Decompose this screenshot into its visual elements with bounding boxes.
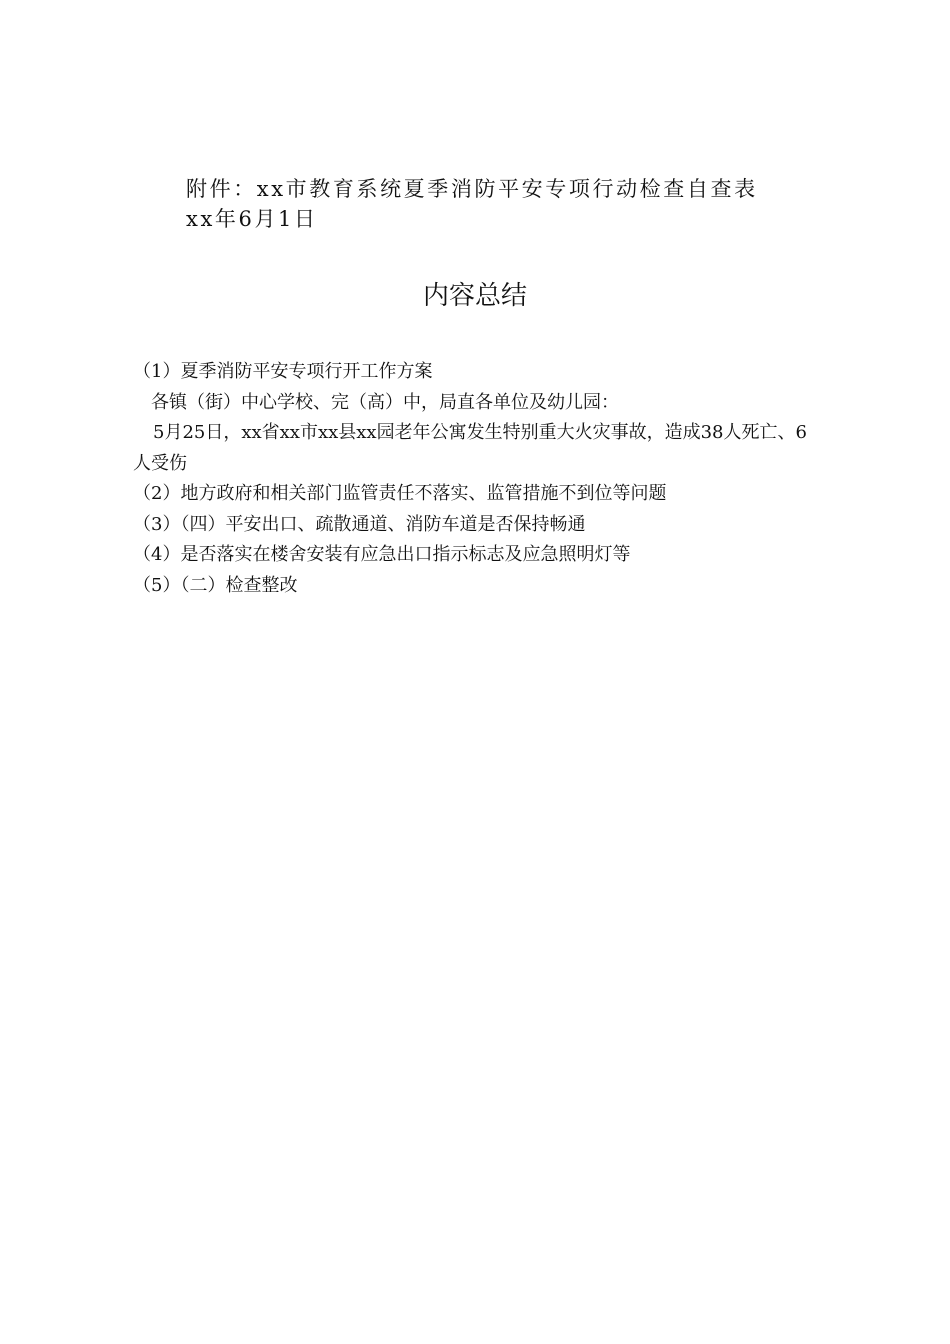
summary-content bbox=[133, 357, 823, 601]
summary-title: 内容总结 bbox=[422, 281, 527, 311]
summary-incident: 5月25日，xx省xx市xx县xx园老年公寓发生特别重大火灾事故，造成38人死亡、6人受伤 bbox=[133, 422, 807, 474]
summary-item-4: （4）是否落实在楼舍安装有应急出口指示标志及应急照明灯等 bbox=[133, 544, 631, 565]
attachment-line: 附件：xx市教育系统夏季消防平安专项行动检查自查表 bbox=[186, 177, 758, 201]
summary-item-3: （3）（四）平安出口、疏散通道、消防车道是否保持畅通 bbox=[133, 513, 586, 535]
summary-item-1: （1）夏季消防平安专项行开工作方案 bbox=[133, 361, 433, 382]
date-line: xx年6月1日 bbox=[186, 207, 318, 231]
summary-item-5: （5）（二）检查整改 bbox=[133, 574, 298, 596]
summary-salutation: 各镇（街）中心学校、完（高）中，局直各单位及幼儿园： bbox=[151, 391, 619, 413]
document-header bbox=[186, 174, 826, 234]
summary-item-2: （2）地方政府和相关部门监管责任不落实、监管措施不到位等问题 bbox=[133, 483, 667, 504]
